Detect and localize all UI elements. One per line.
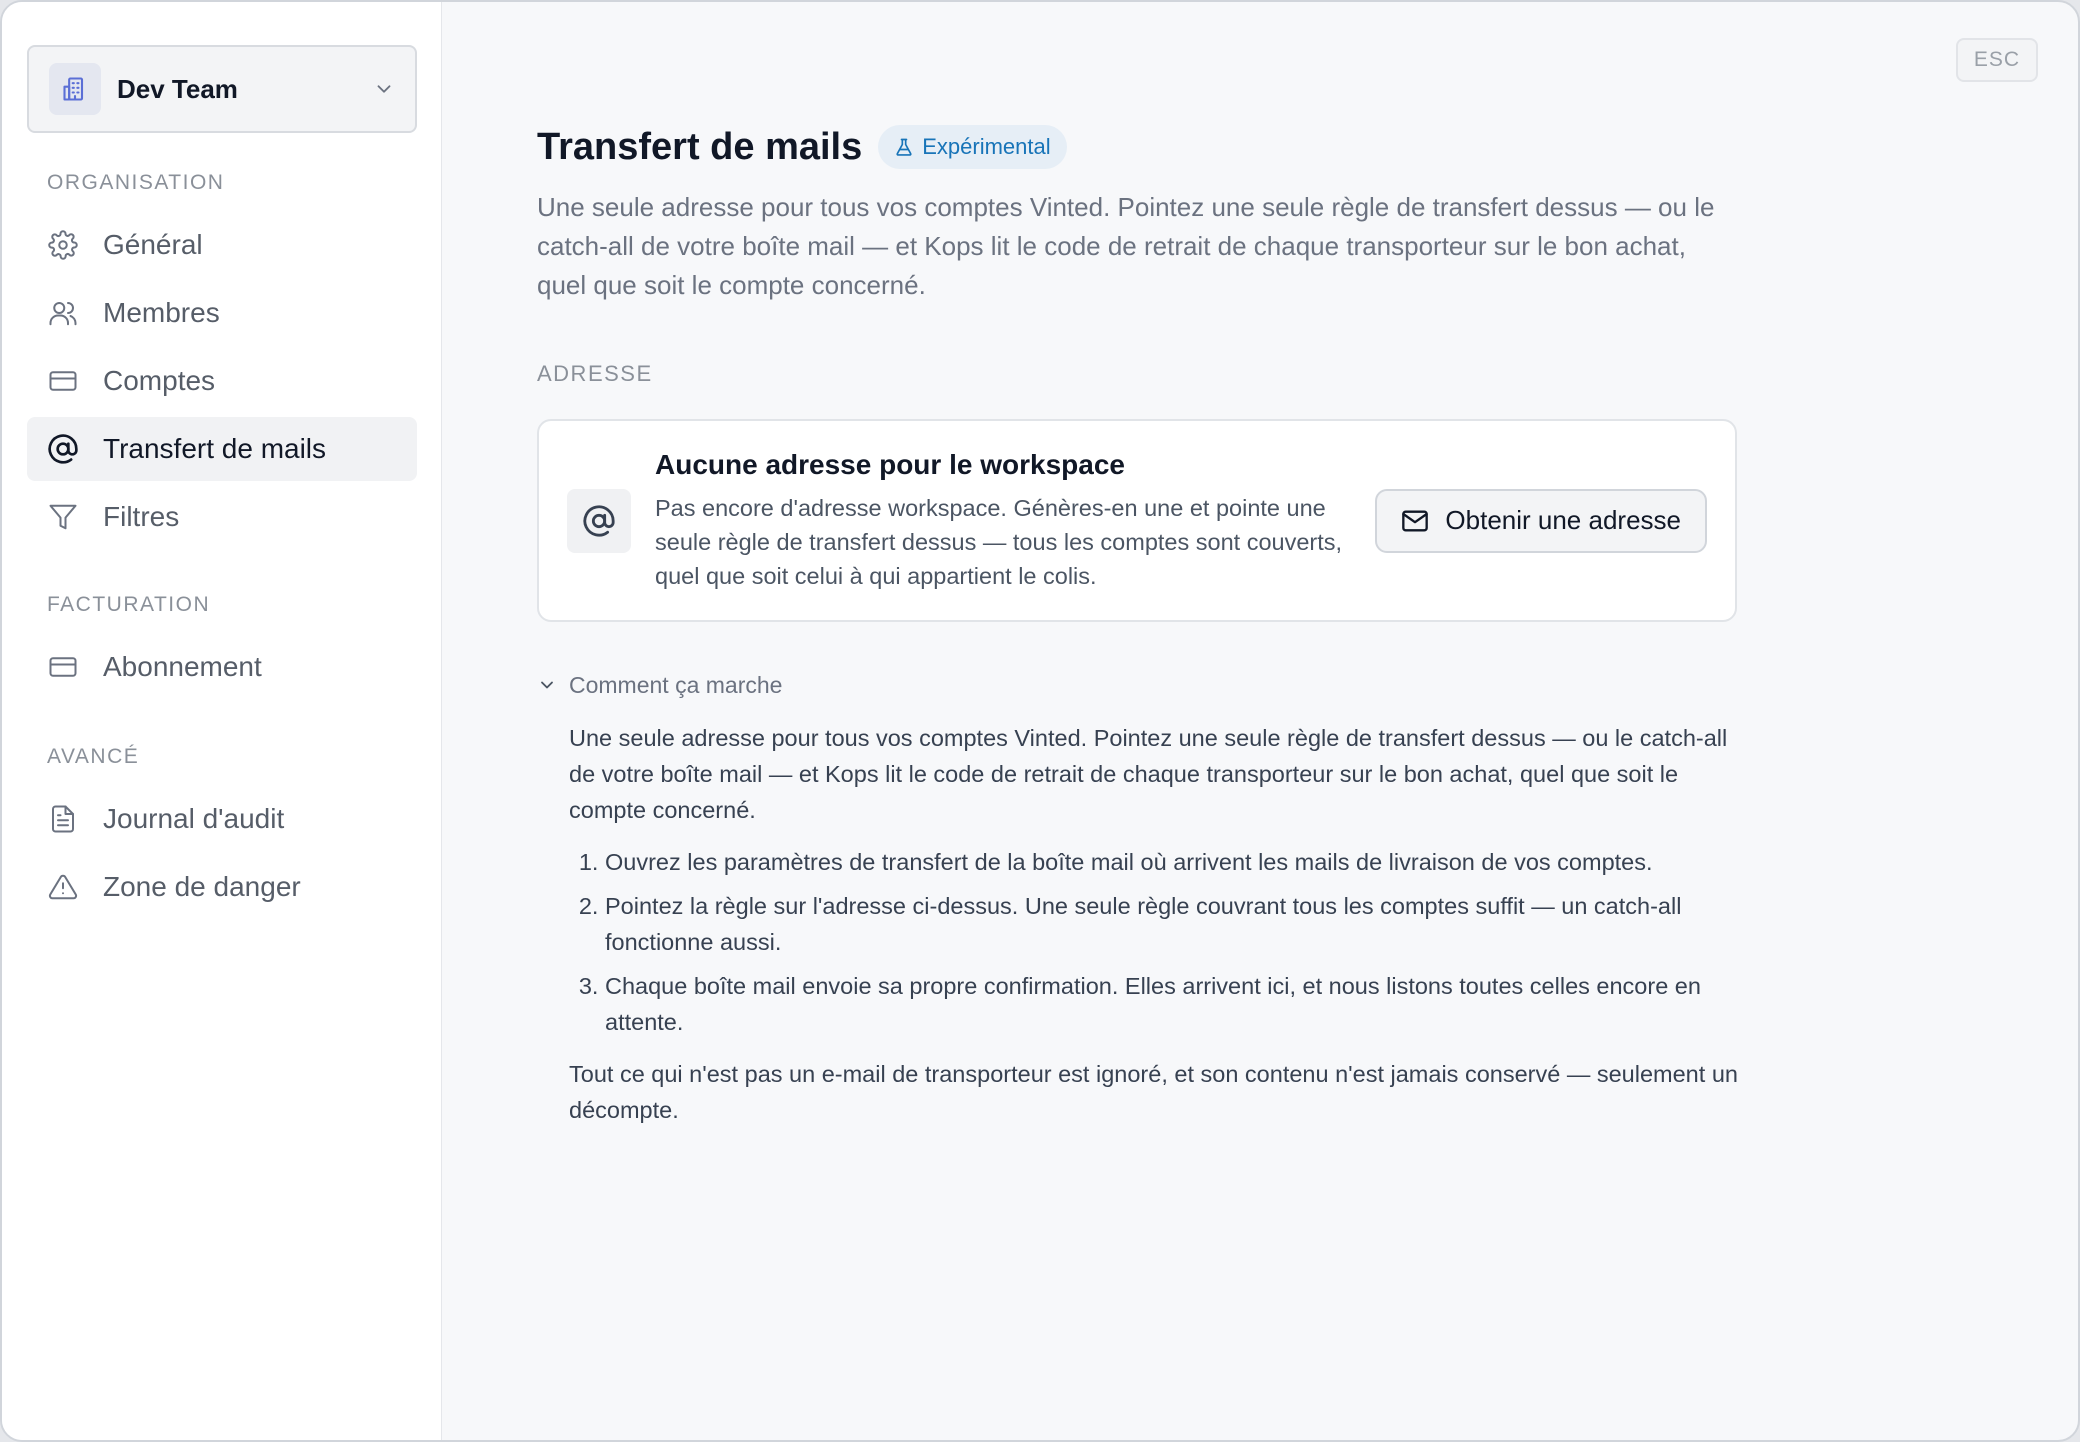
get-address-button-label: Obtenir une adresse: [1445, 505, 1681, 535]
title-row: [537, 122, 2078, 172]
team-name: Dev Team: [117, 73, 238, 104]
chevron-down-icon: [537, 675, 557, 695]
users-icon: [47, 297, 79, 329]
card-title: Aucune adresse pour le workspace: [655, 448, 1125, 480]
get-address-button[interactable]: [1375, 489, 1707, 553]
section-label-advanced: AVANCÉ: [47, 745, 140, 768]
at-icon: [47, 433, 79, 465]
how-it-works-steps: [569, 844, 1744, 1040]
card-icon: [47, 365, 79, 397]
sidebar-item-label: Filtres: [103, 501, 180, 532]
sidebar-item-mail-forwarding[interactable]: [27, 417, 417, 481]
sidebar-item-members[interactable]: [27, 281, 417, 345]
gear-icon: [47, 229, 79, 261]
page-title: Transfert de mails: [537, 125, 863, 168]
empty-address-card: [537, 419, 1737, 622]
sidebar-item-label: Général: [103, 229, 203, 260]
sidebar-item-label: Comptes: [103, 365, 216, 396]
section-label-organisation: ORGANISATION: [47, 171, 225, 194]
document-icon: [47, 803, 79, 835]
flask-icon: [894, 137, 914, 157]
filter-icon: [47, 501, 79, 533]
step-item: 3. Chaque boîte mail envoie sa propre confirmation. Elles arrivent ici, et nous listons toutes celles encore en attente.: [605, 968, 1744, 1040]
main-content: [442, 2, 2078, 1440]
sidebar-item-label: Zone de danger: [103, 871, 301, 902]
warning-icon: [47, 871, 79, 903]
sidebar-item-accounts[interactable]: [27, 349, 417, 413]
nav-billing: [27, 635, 416, 699]
sidebar-item-danger-zone[interactable]: [27, 855, 417, 919]
how-it-works-toggle[interactable]: [537, 670, 2078, 700]
nav-advanced: [27, 787, 416, 919]
card-body: [655, 449, 1355, 593]
mail-icon: [1401, 507, 1429, 535]
section-label-address: ADRESSE: [537, 361, 653, 386]
at-icon: [567, 489, 631, 553]
page-subtitle: Une seule adresse pour tous vos comptes Vinted. Pointez une seule règle de transfert dessus — ou le catch-all de votre boîte mail — et Kops lit le code de retrait de chaque transporteur sur le bon achat, quel que soit le compte concerné.: [537, 192, 1715, 300]
sidebar-item-filters[interactable]: [27, 485, 417, 549]
team-switcher[interactable]: [27, 45, 417, 133]
card-description: Pas encore d'adresse workspace. Génères-en une et pointe une seule règle de transfert dessus — tous les comptes sont couverts, quel que soit celui à qui appartient le colis.: [655, 494, 1343, 589]
how-it-works-label: Comment ça marche: [569, 671, 783, 698]
sidebar-item-general[interactable]: [27, 213, 417, 277]
step-item: 1. Ouvrez les paramètres de transfert de la boîte mail où arrivent les mails de livraison de vos comptes.: [605, 844, 1744, 880]
sidebar-item-subscription[interactable]: [27, 635, 417, 699]
nav-organisation: [27, 213, 416, 549]
sidebar-item-label: Journal d'audit: [103, 803, 285, 834]
sidebar-item-label: Membres: [103, 297, 220, 328]
card-icon: [47, 651, 79, 683]
step-item: 2. Pointez la règle sur l'adresse ci-dessus. Une seule règle couvrant tous les comptes suffit — un catch-all fonctionne aussi.: [605, 888, 1744, 960]
sidebar-item-audit-log[interactable]: [27, 787, 417, 851]
experimental-badge: [878, 125, 1066, 169]
sidebar-item-label: Transfert de mails: [103, 433, 327, 464]
building-icon: [49, 63, 101, 115]
sidebar: [2, 2, 442, 1440]
esc-button[interactable]: ESC: [1956, 38, 2038, 82]
badge-label: Expérimental: [922, 134, 1051, 159]
sidebar-item-label: Abonnement: [103, 651, 262, 682]
chevron-down-icon: [373, 78, 395, 100]
how-it-works-intro: Une seule adresse pour tous vos comptes Vinted. Pointez une seule règle de transfert dessus — ou le catch-all de votre boîte mail — et Kops lit le code de retrait de chaque transporteur sur le bon achat, quel que soit le compte concerné.: [569, 725, 1728, 823]
how-it-works-content: [569, 720, 1744, 1128]
how-it-works-footer: Tout ce qui n'est pas un e-mail de transporteur est ignoré, et son contenu n'est jamais conservé — seulement un décompte.: [569, 1061, 1738, 1123]
section-label-billing: FACTURATION: [47, 593, 211, 616]
